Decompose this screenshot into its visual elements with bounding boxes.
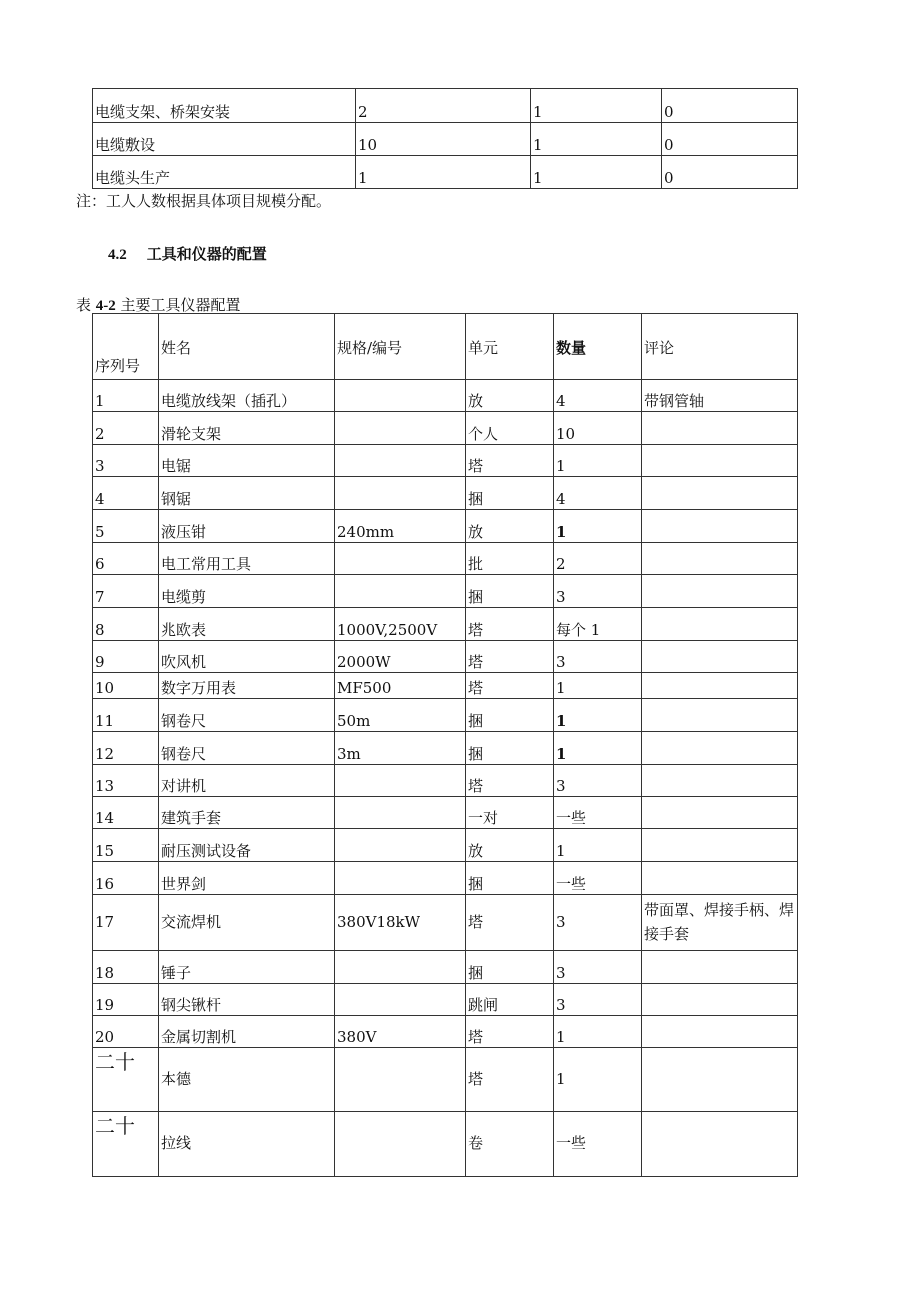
- cell-unit: 捆: [466, 862, 554, 895]
- cell-serial: 3: [93, 445, 159, 477]
- cell-unit: 捆: [466, 477, 554, 510]
- cell-serial: 二十: [93, 1112, 159, 1177]
- cell-spec: [335, 829, 466, 862]
- cell-spec: [335, 543, 466, 575]
- cell-unit: 个人: [466, 412, 554, 445]
- cell-comment: [642, 765, 798, 797]
- cell-spec: 240mm: [335, 510, 466, 543]
- section-number: 4.2: [108, 247, 127, 263]
- cell-serial: 8: [93, 608, 159, 641]
- cell-comment: [642, 699, 798, 732]
- table-header-row: [93, 314, 798, 380]
- cell-name: 电缆剪: [159, 575, 335, 608]
- cell-serial: 1: [93, 380, 159, 412]
- cell-quantity: 1: [554, 699, 642, 732]
- table-cell: 2: [356, 89, 531, 123]
- header-cell-comment: 评论: [642, 314, 798, 380]
- cell-spec: [335, 412, 466, 445]
- table-note: 注：工人人数根据具体项目规模分配。: [76, 192, 332, 210]
- table-cell: 1: [531, 123, 662, 156]
- cell-spec: [335, 797, 466, 829]
- cell-unit: 塔: [466, 1016, 554, 1048]
- cell-quantity: 1: [554, 445, 642, 477]
- cell-name: 电缆放线架（插孔）: [159, 380, 335, 412]
- table-row: [93, 123, 798, 156]
- cell-serial: 10: [93, 673, 159, 699]
- cell-spec: [335, 765, 466, 797]
- header-cell-unit: 单元: [466, 314, 554, 380]
- table-row: [93, 380, 798, 412]
- cell-comment: [642, 608, 798, 641]
- cell-name: 电工常用工具: [159, 543, 335, 575]
- cell-name: 世界剑: [159, 862, 335, 895]
- cell-name: 液压钳: [159, 510, 335, 543]
- cell-serial: 6: [93, 543, 159, 575]
- worker-table: [92, 88, 798, 189]
- caption-number: 4-2: [95, 298, 116, 314]
- cell-name: 吹风机: [159, 641, 335, 673]
- table-row: [93, 895, 798, 951]
- cell-name: 耐压测试设备: [159, 829, 335, 862]
- cell-unit: 捆: [466, 699, 554, 732]
- cell-comment: [642, 732, 798, 765]
- cell-name: 数字万用表: [159, 673, 335, 699]
- table-row: [93, 699, 798, 732]
- cell-quantity: 1: [554, 510, 642, 543]
- section-heading: [108, 243, 267, 264]
- table-row: [93, 765, 798, 797]
- cell-spec: [335, 477, 466, 510]
- cell-name: 钢尖锹杆: [159, 984, 335, 1016]
- cell-unit: 放: [466, 380, 554, 412]
- table-row: [93, 862, 798, 895]
- table-cell: 1: [531, 89, 662, 123]
- cell-spec: [335, 984, 466, 1016]
- cell-spec: [335, 862, 466, 895]
- cell-comment: 带面罩、焊接手柄、焊接手套: [642, 895, 798, 951]
- cell-comment: [642, 862, 798, 895]
- cell-spec: 3m: [335, 732, 466, 765]
- caption-text: 主要工具仪器配置: [115, 296, 241, 314]
- cell-comment: [642, 1016, 798, 1048]
- cell-serial: 17: [93, 895, 159, 951]
- header-cell-spec: 规格/编号: [335, 314, 466, 380]
- cell-quantity: 3: [554, 765, 642, 797]
- cell-comment: [642, 412, 798, 445]
- cell-unit: 塔: [466, 641, 554, 673]
- table-cell: 0: [662, 89, 798, 123]
- table-row: [93, 608, 798, 641]
- table-row: [93, 543, 798, 575]
- cell-quantity: 1: [554, 732, 642, 765]
- header-cell-quantity: 数量: [554, 314, 642, 380]
- cell-unit: 卷: [466, 1112, 554, 1177]
- table-row: [93, 1048, 798, 1112]
- cell-name: 电锯: [159, 445, 335, 477]
- cell-spec: 2000W: [335, 641, 466, 673]
- table-cell: 10: [356, 123, 531, 156]
- cell-name: 锤子: [159, 951, 335, 984]
- cell-serial: 19: [93, 984, 159, 1016]
- cell-name: 钢卷尺: [159, 699, 335, 732]
- cell-comment: [642, 829, 798, 862]
- cell-quantity: 10: [554, 412, 642, 445]
- cell-name: 兆欧表: [159, 608, 335, 641]
- cell-quantity: 1: [554, 1048, 642, 1112]
- cell-quantity: 3: [554, 895, 642, 951]
- cell-unit: 塔: [466, 608, 554, 641]
- table-row: [93, 510, 798, 543]
- cell-spec: [335, 1112, 466, 1177]
- table-row: [93, 1016, 798, 1048]
- cell-name: 建筑手套: [159, 797, 335, 829]
- cell-serial: 14: [93, 797, 159, 829]
- cell-name: 拉线: [159, 1112, 335, 1177]
- cell-name: 交流焊机: [159, 895, 335, 951]
- cell-serial: 15: [93, 829, 159, 862]
- cell-spec: [335, 445, 466, 477]
- table-row: [93, 412, 798, 445]
- cell-unit: 跳闸: [466, 984, 554, 1016]
- cell-name: 钢卷尺: [159, 732, 335, 765]
- table-row: [93, 641, 798, 673]
- cell-comment: [642, 1048, 798, 1112]
- table-row: [93, 1112, 798, 1177]
- cell-quantity: 3: [554, 641, 642, 673]
- cell-comment: [642, 477, 798, 510]
- tools-table: [92, 313, 798, 1177]
- cell-quantity: 一些: [554, 1112, 642, 1177]
- table-row: [93, 951, 798, 984]
- cell-spec: [335, 575, 466, 608]
- cell-unit: 塔: [466, 1048, 554, 1112]
- cell-name: 钢锯: [159, 477, 335, 510]
- cell-unit: 捆: [466, 951, 554, 984]
- table-cell: 0: [662, 156, 798, 189]
- cell-serial: 2: [93, 412, 159, 445]
- table-row: [93, 575, 798, 608]
- header-cell-name: 姓名: [159, 314, 335, 380]
- table-cell: 电缆敷设: [93, 123, 356, 156]
- cell-quantity: 4: [554, 477, 642, 510]
- cell-spec: [335, 380, 466, 412]
- cell-quantity: 每个 1: [554, 608, 642, 641]
- cell-spec: 1000V,2500V: [335, 608, 466, 641]
- cell-quantity: 1: [554, 673, 642, 699]
- cell-spec: 50m: [335, 699, 466, 732]
- cell-unit: 塔: [466, 765, 554, 797]
- table-row: [93, 829, 798, 862]
- caption-prefix: 表: [76, 296, 96, 314]
- cell-quantity: 一些: [554, 797, 642, 829]
- cell-name: 滑轮支架: [159, 412, 335, 445]
- cell-name: 金属切割机: [159, 1016, 335, 1048]
- cell-unit: 捆: [466, 732, 554, 765]
- cell-serial: 11: [93, 699, 159, 732]
- table-body: [93, 380, 798, 1177]
- cell-comment: [642, 641, 798, 673]
- cell-serial: 二十: [93, 1048, 159, 1112]
- table-row: [93, 797, 798, 829]
- cell-serial: 9: [93, 641, 159, 673]
- header-cell-serial: 序列号: [93, 314, 159, 380]
- cell-unit: 捆: [466, 575, 554, 608]
- cell-comment: [642, 1112, 798, 1177]
- table-row: [93, 89, 798, 123]
- table-row: [93, 984, 798, 1016]
- cell-unit: 批: [466, 543, 554, 575]
- cell-unit: 塔: [466, 895, 554, 951]
- cell-unit: 放: [466, 829, 554, 862]
- table-row: [93, 156, 798, 189]
- cell-spec: [335, 1048, 466, 1112]
- cell-comment: [642, 951, 798, 984]
- cell-unit: 放: [466, 510, 554, 543]
- cell-comment: [642, 673, 798, 699]
- cell-comment: [642, 797, 798, 829]
- cell-unit: 一对: [466, 797, 554, 829]
- cell-comment: [642, 575, 798, 608]
- cell-comment: [642, 510, 798, 543]
- cell-quantity: 1: [554, 1016, 642, 1048]
- table-row: [93, 673, 798, 699]
- table-cell: 1: [356, 156, 531, 189]
- cell-serial: 5: [93, 510, 159, 543]
- cell-serial: 4: [93, 477, 159, 510]
- cell-serial: 18: [93, 951, 159, 984]
- table-row: [93, 477, 798, 510]
- cell-spec: [335, 951, 466, 984]
- cell-unit: 塔: [466, 445, 554, 477]
- cell-spec: 380V18kW: [335, 895, 466, 951]
- cell-comment: [642, 984, 798, 1016]
- cell-comment: [642, 445, 798, 477]
- cell-name: 本德: [159, 1048, 335, 1112]
- table-row: [93, 732, 798, 765]
- cell-comment: [642, 543, 798, 575]
- table-cell: 电缆支架、桥架安装: [93, 89, 356, 123]
- cell-spec: MF500: [335, 673, 466, 699]
- cell-serial: 12: [93, 732, 159, 765]
- cell-quantity: 3: [554, 984, 642, 1016]
- table-cell: 0: [662, 123, 798, 156]
- cell-serial: 20: [93, 1016, 159, 1048]
- cell-serial: 16: [93, 862, 159, 895]
- table-row: [93, 445, 798, 477]
- section-title: 工具和仪器的配置: [146, 245, 267, 263]
- cell-comment: 带钢管轴: [642, 380, 798, 412]
- cell-unit: 塔: [466, 673, 554, 699]
- table-caption: [76, 294, 241, 315]
- table-cell: 电缆头生产: [93, 156, 356, 189]
- cell-quantity: 一些: [554, 862, 642, 895]
- cell-quantity: 4: [554, 380, 642, 412]
- cell-serial: 7: [93, 575, 159, 608]
- cell-name: 对讲机: [159, 765, 335, 797]
- cell-quantity: 3: [554, 575, 642, 608]
- cell-serial: 13: [93, 765, 159, 797]
- cell-quantity: 2: [554, 543, 642, 575]
- cell-spec: 380V: [335, 1016, 466, 1048]
- cell-quantity: 3: [554, 951, 642, 984]
- cell-quantity: 1: [554, 829, 642, 862]
- table-cell: 1: [531, 156, 662, 189]
